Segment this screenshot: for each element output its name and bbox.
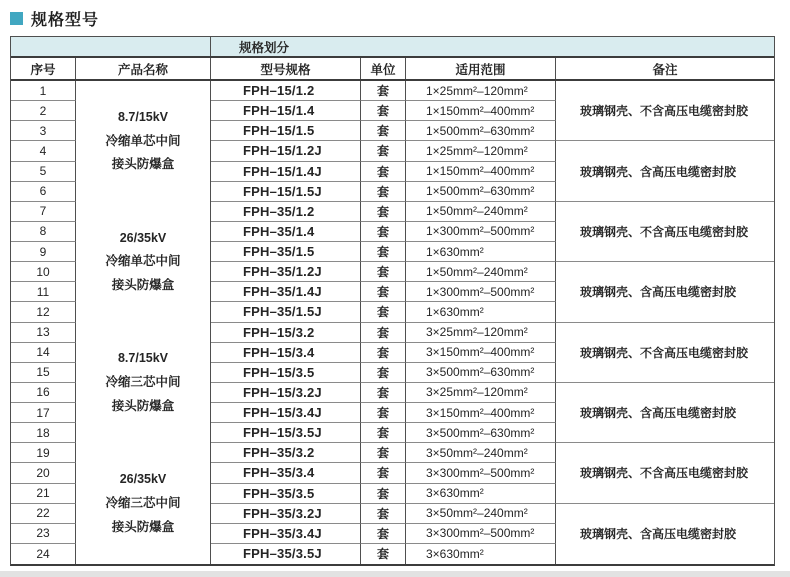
range-cell: 1×50mm²–240mm² [406,202,556,222]
product-line: 冷缩三芯中间 [105,375,181,389]
model-cell: FPH–35/1.5J [211,302,361,322]
row-number-cell: 22 [11,504,76,524]
unit-cell: 套 [361,141,406,161]
row-number-cell: 9 [11,242,76,262]
remark-cell: 玻璃钢壳、不含高压电缆密封胶 [556,323,774,383]
model-cell: FPH–35/3.4J [211,524,361,544]
range-cell: 1×630mm² [406,242,556,262]
model-cell: FPH–15/1.2 [211,81,361,101]
unit-cell: 套 [361,323,406,343]
range-cell: 1×25mm²–120mm² [406,141,556,161]
unit-cell: 套 [361,524,406,544]
unit-cell: 套 [361,463,406,483]
row-number-cell: 20 [11,463,76,483]
row-number-cell: 15 [11,363,76,383]
model-cell: FPH–15/3.2 [211,323,361,343]
model-cell: FPH–15/1.2J [211,141,361,161]
range-cell: 3×25mm²–120mm² [406,323,556,343]
product-line: 26/35kV [119,472,167,486]
range-cell: 1×500mm²–630mm² [406,121,556,141]
product-line: 接头防爆盒 [111,519,175,534]
range-cell: 3×50mm²–240mm² [406,443,556,463]
row-number-cell: 13 [11,323,76,343]
model-cell: FPH–35/1.4J [211,282,361,302]
range-cell: 3×150mm²–400mm² [406,343,556,363]
row-number-cell: 2 [11,101,76,121]
row-number-cell: 14 [11,343,76,363]
column-header-row [11,58,774,81]
unit-cell: 套 [361,403,406,423]
row-number-cell: 18 [11,423,76,443]
model-cell: FPH–35/1.5 [211,242,361,262]
unit-cell: 套 [361,443,406,463]
row-number-cell: 3 [11,121,76,141]
product-line: 冷缩单芯中间 [105,133,181,148]
unit-cell: 套 [361,202,406,222]
unit-cell: 套 [361,544,406,564]
range-cell: 1×25mm²–120mm² [406,81,556,101]
product-line: 接头防爆盒 [111,278,175,292]
section-title-row [10,7,99,29]
unit-cell: 套 [361,282,406,302]
row-number-cell: 12 [11,302,76,322]
row-number-cell: 11 [11,282,76,302]
range-cell: 3×25mm²–120mm² [406,383,556,403]
unit-cell: 套 [361,302,406,322]
column-header-range: 适用范围 [406,58,556,79]
model-cell: FPH–15/1.4J [211,162,361,182]
model-cell: FPH–35/3.4 [211,463,361,483]
page-title: 规格型号 [31,11,100,29]
range-cell: 1×150mm²–400mm² [406,162,556,182]
unit-cell: 套 [361,343,406,363]
remark-cell: 玻璃钢壳、含高压电缆密封胶 [556,141,774,201]
row-number-cell: 23 [11,524,76,544]
model-cell: FPH–15/1.4 [211,101,361,121]
row-number-cell: 6 [11,182,76,202]
page-bottom-strip [0,571,790,577]
model-cell: FPH–35/3.2 [211,443,361,463]
unit-cell: 套 [361,81,406,101]
range-cell: 3×500mm²–630mm² [406,423,556,443]
range-cell: 3×300mm²–500mm² [406,463,556,483]
group-header-empty-cell [11,37,211,56]
row-number-cell: 19 [11,443,76,463]
title-bullet-square-icon [10,12,23,25]
row-number-cell: 10 [11,262,76,282]
product-line: 8.7/15kV [117,351,169,366]
product-line: 接头防爆盒 [111,157,175,172]
model-cell: FPH–35/3.5 [211,484,361,504]
product-line: 冷缩三芯中间 [105,495,181,510]
model-cell: FPH–35/1.2J [211,262,361,282]
unit-cell: 套 [361,423,406,443]
group-header-cell: 规格划分 [239,40,290,55]
column-header-unit: 单位 [361,58,406,79]
range-cell: 3×50mm²–240mm² [406,504,556,524]
remark-cell: 玻璃钢壳、不含高压电缆密封胶 [556,202,774,262]
unit-cell: 套 [361,504,406,524]
model-cell: FPH–15/3.5J [211,423,361,443]
range-cell: 1×500mm²–630mm² [406,182,556,202]
row-number-cell: 7 [11,202,76,222]
model-cell: FPH–15/3.5 [211,363,361,383]
specification-table [10,36,775,566]
remark-cell: 玻璃钢壳、含高压电缆密封胶 [580,527,737,542]
range-cell: 3×150mm²–400mm² [406,403,556,423]
row-number-cell: 17 [11,403,76,423]
row-number-cell: 4 [11,141,76,161]
range-cell: 1×150mm²–400mm² [406,101,556,121]
row-number-cell: 5 [11,162,76,182]
model-cell: FPH–15/3.4 [211,343,361,363]
unit-cell: 套 [361,383,406,403]
unit-cell: 套 [361,262,406,282]
model-cell: FPH–35/1.4 [211,222,361,242]
unit-cell: 套 [361,222,406,242]
row-number-cell: 1 [11,81,76,101]
model-cell: FPH–35/3.2J [211,504,361,524]
column-header-seq: 序号 [11,58,76,79]
remark-cell: 玻璃钢壳、不含高压电缆密封胶 [556,443,774,503]
column-header-remark: 备注 [652,62,678,77]
row-number-cell: 8 [11,222,76,242]
product-name-cell [76,443,211,564]
remark-cell: 玻璃钢壳、不含高压电缆密封胶 [556,81,774,141]
unit-cell: 套 [361,242,406,262]
table-body [11,81,774,564]
product-name-cell [76,323,211,444]
remark-cell: 玻璃钢壳、含高压电缆密封胶 [556,262,774,322]
unit-cell: 套 [361,101,406,121]
unit-cell: 套 [361,162,406,182]
product-line: 冷缩单芯中间 [105,254,181,269]
product-name-cell [76,202,211,323]
range-cell: 3×300mm²–500mm² [406,524,556,544]
product-line: 26/35kV [119,230,167,245]
range-cell: 3×630mm² [406,544,556,564]
product-line: 接头防爆盒 [111,398,175,413]
remark-cell: 玻璃钢壳、含高压电缆密封胶 [556,383,774,443]
unit-cell: 套 [361,363,406,383]
model-cell: FPH–15/1.5J [211,182,361,202]
range-cell: 1×630mm² [406,302,556,322]
range-cell: 3×500mm²–630mm² [406,363,556,383]
unit-cell: 套 [361,121,406,141]
model-cell: FPH–15/3.4J [211,403,361,423]
product-name-cell [76,81,211,202]
model-cell: FPH–15/3.2J [211,383,361,403]
range-cell: 1×300mm²–500mm² [406,222,556,242]
range-cell: 1×50mm²–240mm² [406,262,556,282]
row-number-cell: 16 [11,383,76,403]
row-number-cell: 24 [11,544,76,564]
model-cell: FPH–35/3.5J [211,544,361,564]
model-cell: FPH–15/1.5 [211,121,361,141]
column-header-model: 型号规格 [211,58,361,79]
group-header-row [11,37,774,58]
range-cell: 1×300mm²–500mm² [406,282,556,302]
model-cell: FPH–35/1.2 [211,202,361,222]
unit-cell: 套 [361,484,406,504]
row-number-cell: 21 [11,484,76,504]
column-header-product: 产品名称 [76,58,211,79]
unit-cell: 套 [361,182,406,202]
range-cell: 3×630mm² [406,484,556,504]
product-line: 8.7/15kV [117,109,169,124]
